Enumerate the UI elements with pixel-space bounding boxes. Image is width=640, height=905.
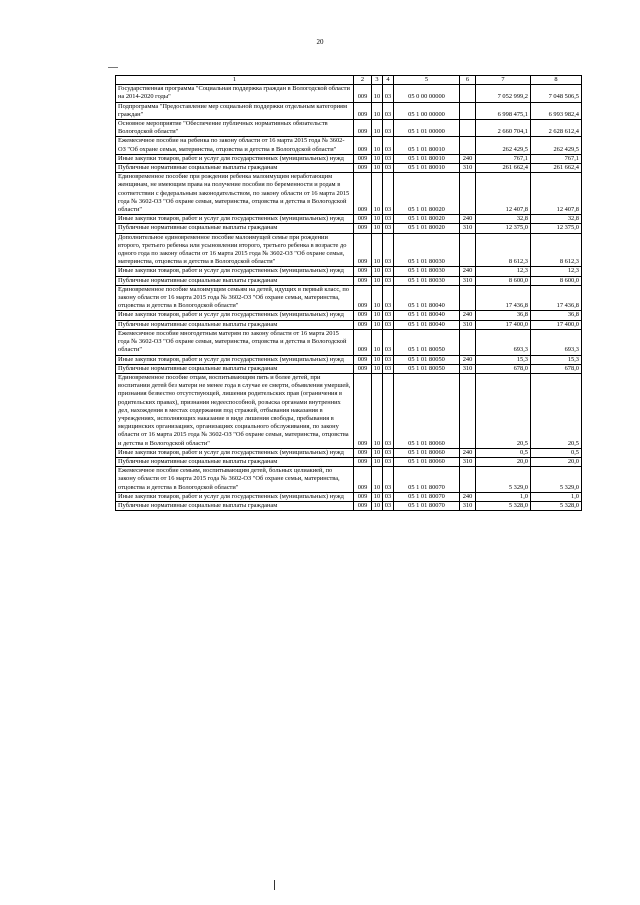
row-admin-code-cell: 009 — [354, 285, 372, 311]
row-amount-2020-cell: 1,0 — [531, 492, 582, 501]
table-row — [116, 285, 582, 311]
row-admin-code-cell: 009 — [354, 102, 372, 119]
row-target-article-cell: 05 1 01 80030 — [394, 267, 460, 276]
row-name-cell: Единовременное пособие малоимущим семьям на детей, идущих в первый класс, по закону области от 16 марта 2015 года № 3602-ОЗ "Об охране семьи, материнства, отцовства и детства в Вологодской области" — [116, 285, 354, 311]
row-section-cell: 10 — [372, 137, 383, 154]
header-col-4: 4 — [383, 76, 394, 85]
row-expense-type-cell: 310 — [460, 276, 476, 285]
row-expense-type-cell: 310 — [460, 457, 476, 466]
row-expense-type-cell: 310 — [460, 364, 476, 373]
row-section-cell: 10 — [372, 364, 383, 373]
row-name-cell: Иные закупки товаров, работ и услуг для государственных (муниципальных) нужд — [116, 492, 354, 501]
row-admin-code-cell: 009 — [354, 137, 372, 154]
row-name-cell: Иные закупки товаров, работ и услуг для государственных (муниципальных) нужд — [116, 448, 354, 457]
table-row — [116, 329, 582, 355]
row-section-cell: 10 — [372, 355, 383, 364]
scan-mark — [274, 880, 275, 890]
row-section-cell: 10 — [372, 173, 383, 215]
row-name-cell: Государственная программа "Социальная поддержка граждан в Вологодской области на 2014-2020 годы" — [116, 85, 354, 102]
row-section-cell: 10 — [372, 276, 383, 285]
table-row — [116, 492, 582, 501]
row-admin-code-cell: 009 — [354, 233, 372, 267]
row-admin-code-cell: 009 — [354, 173, 372, 215]
row-admin-code-cell: 009 — [354, 154, 372, 163]
row-amount-2019-cell: 17 436,8 — [476, 285, 531, 311]
row-amount-2019-cell: 1,0 — [476, 492, 531, 501]
row-amount-2020-cell: 0,5 — [531, 448, 582, 457]
table-row — [116, 364, 582, 373]
row-target-article-cell: 05 1 01 80010 — [394, 137, 460, 154]
row-amount-2019-cell: 7 052 999,2 — [476, 85, 531, 102]
row-subsection-cell: 03 — [383, 215, 394, 224]
row-name-cell: Публичные нормативные социальные выплаты гражданам — [116, 320, 354, 329]
row-subsection-cell: 03 — [383, 154, 394, 163]
row-name-cell: Публичные нормативные социальные выплаты гражданам — [116, 457, 354, 466]
row-amount-2020-cell: 36,8 — [531, 311, 582, 320]
row-target-article-cell: 05 1 01 80010 — [394, 154, 460, 163]
row-target-article-cell: 05 1 01 80070 — [394, 501, 460, 510]
table-row — [116, 215, 582, 224]
row-expense-type-cell: 240 — [460, 215, 476, 224]
row-name-cell: Ежемесячное пособие семьям, воспитывающим детей, больных целиакией, по закону области от 16 марта 2015 года № 3602-ОЗ "Об охране семьи, материнства, отцовства и детства в Вологодской области" — [116, 467, 354, 493]
row-amount-2019-cell: 17 400,0 — [476, 320, 531, 329]
table-row — [116, 85, 582, 102]
header-col-3: 3 — [372, 76, 383, 85]
row-target-article-cell: 05 1 01 80050 — [394, 355, 460, 364]
row-name-cell: Публичные нормативные социальные выплаты гражданам — [116, 364, 354, 373]
row-expense-type-cell — [460, 137, 476, 154]
row-section-cell: 10 — [372, 267, 383, 276]
row-amount-2019-cell: 15,3 — [476, 355, 531, 364]
row-subsection-cell: 03 — [383, 373, 394, 448]
row-section-cell: 10 — [372, 224, 383, 233]
table-row — [116, 320, 582, 329]
row-expense-type-cell: 240 — [460, 267, 476, 276]
row-amount-2019-cell: 36,8 — [476, 311, 531, 320]
row-expense-type-cell: 310 — [460, 501, 476, 510]
row-amount-2019-cell: 6 998 475,1 — [476, 102, 531, 119]
row-subsection-cell: 03 — [383, 501, 394, 510]
row-subsection-cell: 03 — [383, 276, 394, 285]
row-admin-code-cell: 009 — [354, 373, 372, 448]
row-name-cell: Публичные нормативные социальные выплаты гражданам — [116, 501, 354, 510]
row-target-article-cell: 05 1 01 80020 — [394, 173, 460, 215]
row-amount-2020-cell: 5 329,0 — [531, 467, 582, 493]
row-target-article-cell: 05 1 01 80030 — [394, 276, 460, 285]
row-subsection-cell: 03 — [383, 311, 394, 320]
row-amount-2019-cell: 0,5 — [476, 448, 531, 457]
row-expense-type-cell — [460, 102, 476, 119]
row-subsection-cell: 03 — [383, 329, 394, 355]
row-amount-2019-cell: 12,3 — [476, 267, 531, 276]
row-name-cell: Иные закупки товаров, работ и услуг для государственных (муниципальных) нужд — [116, 267, 354, 276]
row-target-article-cell: 05 1 01 80060 — [394, 457, 460, 466]
row-amount-2020-cell: 261 662,4 — [531, 164, 582, 173]
row-subsection-cell: 03 — [383, 224, 394, 233]
row-expense-type-cell: 310 — [460, 320, 476, 329]
row-target-article-cell: 05 1 01 00000 — [394, 120, 460, 137]
row-amount-2019-cell: 693,3 — [476, 329, 531, 355]
table-row — [116, 467, 582, 493]
row-name-cell: Единовременное пособие при рождении ребенка малоимущим неработающим женщинам, не имеющим права на получение пособия по беременности и родам в соответствии с федеральным законодательством, по закону области от 16 марта 2015 года № 3602-ОЗ "Об охране семьи, материнства, отцовства и детства в Вологодской области" — [116, 173, 354, 215]
table-row — [116, 137, 582, 154]
row-section-cell: 10 — [372, 492, 383, 501]
table-header-row — [116, 76, 582, 85]
row-admin-code-cell: 009 — [354, 355, 372, 364]
row-amount-2019-cell: 767,1 — [476, 154, 531, 163]
row-amount-2019-cell: 12 375,0 — [476, 224, 531, 233]
header-col-1: 1 — [116, 76, 354, 85]
row-target-article-cell: 05 1 01 80040 — [394, 311, 460, 320]
row-name-cell: Публичные нормативные социальные выплаты гражданам — [116, 224, 354, 233]
row-name-cell: Публичные нормативные социальные выплаты гражданам — [116, 276, 354, 285]
row-amount-2019-cell: 2 660 704,1 — [476, 120, 531, 137]
row-section-cell: 10 — [372, 215, 383, 224]
row-target-article-cell: 05 1 01 80040 — [394, 285, 460, 311]
row-target-article-cell: 05 1 01 80060 — [394, 448, 460, 457]
row-amount-2020-cell: 12,3 — [531, 267, 582, 276]
row-amount-2019-cell: 20,0 — [476, 457, 531, 466]
table-row — [116, 102, 582, 119]
row-name-cell: Ежемесячное пособие многодетным матерям по закону области от 16 марта 2015 года № 3602-ОЗ "Об охране семьи, материнства, отцовства и детства в Вологодской области" — [116, 329, 354, 355]
table-row — [116, 173, 582, 215]
row-section-cell: 10 — [372, 120, 383, 137]
row-admin-code-cell: 009 — [354, 467, 372, 493]
row-amount-2020-cell: 17 436,8 — [531, 285, 582, 311]
row-amount-2020-cell: 7 048 506,5 — [531, 85, 582, 102]
row-expense-type-cell — [460, 85, 476, 102]
row-target-article-cell: 05 1 01 80050 — [394, 364, 460, 373]
table-row — [116, 120, 582, 137]
header-col-6: 6 — [460, 76, 476, 85]
row-amount-2019-cell: 678,0 — [476, 364, 531, 373]
row-name-cell: Единовременное пособие отцам, воспитывающим пять и более детей, при воспитании детей без матери не менее года в случае ее смерти, объявления умершей, признания безвестно отсутствующей, лишения родительских прав (ограничения в родительских правах), признания недееспособной, розыска органами внутренних дел, нахождения в местах содержания под стражей, отбывания наказания в учреждениях, исполняющих наказание в виде лишения свободы, пребывания в медицинских организациях, организациях социального обслуживания, по закону области от 16 марта 2015 года № 3602-ОЗ "Об охране семьи, материнства, отцовства и детства в Вологодской области" — [116, 373, 354, 448]
row-subsection-cell: 03 — [383, 85, 394, 102]
row-subsection-cell: 03 — [383, 102, 394, 119]
row-section-cell: 10 — [372, 85, 383, 102]
row-section-cell: 10 — [372, 329, 383, 355]
header-col-2: 2 — [354, 76, 372, 85]
row-target-article-cell: 05 1 01 80050 — [394, 329, 460, 355]
table-row — [116, 267, 582, 276]
row-amount-2020-cell: 20,5 — [531, 373, 582, 448]
row-admin-code-cell: 009 — [354, 267, 372, 276]
row-expense-type-cell — [460, 285, 476, 311]
row-name-cell: Подпрограмма "Предоставление мер социальной поддержки отдельным категориям граждан" — [116, 102, 354, 119]
row-subsection-cell: 03 — [383, 164, 394, 173]
row-name-cell: Иные закупки товаров, работ и услуг для государственных (муниципальных) нужд — [116, 355, 354, 364]
row-target-article-cell: 05 1 01 80030 — [394, 233, 460, 267]
row-amount-2019-cell: 32,8 — [476, 215, 531, 224]
row-amount-2020-cell: 678,0 — [531, 364, 582, 373]
row-amount-2020-cell: 767,1 — [531, 154, 582, 163]
row-name-cell: Публичные нормативные социальные выплаты гражданам — [116, 164, 354, 173]
row-subsection-cell: 03 — [383, 320, 394, 329]
table-row — [116, 448, 582, 457]
row-amount-2020-cell: 15,3 — [531, 355, 582, 364]
header-col-8: 8 — [531, 76, 582, 85]
row-amount-2019-cell: 5 328,0 — [476, 501, 531, 510]
row-section-cell: 10 — [372, 373, 383, 448]
row-admin-code-cell: 009 — [354, 276, 372, 285]
row-amount-2019-cell: 261 662,4 — [476, 164, 531, 173]
row-expense-type-cell: 240 — [460, 154, 476, 163]
row-subsection-cell: 03 — [383, 467, 394, 493]
row-subsection-cell: 03 — [383, 285, 394, 311]
row-admin-code-cell: 009 — [354, 457, 372, 466]
row-admin-code-cell: 009 — [354, 364, 372, 373]
row-section-cell: 10 — [372, 233, 383, 267]
row-admin-code-cell: 009 — [354, 85, 372, 102]
budget-table — [115, 75, 582, 511]
table-row — [116, 233, 582, 267]
table-row — [116, 164, 582, 173]
row-target-article-cell: 05 1 01 80010 — [394, 164, 460, 173]
table-row — [116, 501, 582, 510]
row-amount-2020-cell: 6 993 982,4 — [531, 102, 582, 119]
row-admin-code-cell: 009 — [354, 329, 372, 355]
row-section-cell: 10 — [372, 467, 383, 493]
table-row — [116, 457, 582, 466]
row-admin-code-cell: 009 — [354, 501, 372, 510]
row-section-cell: 10 — [372, 164, 383, 173]
row-subsection-cell: 03 — [383, 492, 394, 501]
row-amount-2020-cell: 17 400,0 — [531, 320, 582, 329]
row-expense-type-cell: 240 — [460, 492, 476, 501]
row-target-article-cell: 05 1 01 80070 — [394, 467, 460, 493]
row-expense-type-cell — [460, 329, 476, 355]
row-subsection-cell: 03 — [383, 364, 394, 373]
row-subsection-cell: 03 — [383, 137, 394, 154]
row-subsection-cell: 03 — [383, 120, 394, 137]
row-section-cell: 10 — [372, 320, 383, 329]
margin-mark — [108, 67, 118, 68]
row-amount-2020-cell: 12 375,0 — [531, 224, 582, 233]
row-amount-2019-cell: 20,5 — [476, 373, 531, 448]
row-section-cell: 10 — [372, 448, 383, 457]
row-admin-code-cell: 009 — [354, 120, 372, 137]
row-admin-code-cell: 009 — [354, 311, 372, 320]
row-name-cell: Иные закупки товаров, работ и услуг для государственных (муниципальных) нужд — [116, 154, 354, 163]
row-name-cell: Основное мероприятие "Обеспечение публичных нормативных обязательств Вологодской области" — [116, 120, 354, 137]
table-row — [116, 373, 582, 448]
row-subsection-cell: 03 — [383, 173, 394, 215]
row-admin-code-cell: 009 — [354, 448, 372, 457]
row-name-cell: Дополнительное единовременное пособие малоимущей семье при рождении второго, третьего ребенка или усыновлении второго, третьего ребенка в возрасте до одного года по закону области от 16 марта 2015 года № 3602-ОЗ "Об охране семьи, материнства, отцовства и детства в Вологодской области" — [116, 233, 354, 267]
row-target-article-cell: 05 1 01 80070 — [394, 492, 460, 501]
row-expense-type-cell — [460, 173, 476, 215]
row-amount-2019-cell: 262 429,5 — [476, 137, 531, 154]
table-row — [116, 355, 582, 364]
row-section-cell: 10 — [372, 154, 383, 163]
row-section-cell: 10 — [372, 457, 383, 466]
row-amount-2020-cell: 32,8 — [531, 215, 582, 224]
row-section-cell: 10 — [372, 285, 383, 311]
row-amount-2020-cell: 8 600,0 — [531, 276, 582, 285]
row-subsection-cell: 03 — [383, 457, 394, 466]
row-name-cell: Иные закупки товаров, работ и услуг для государственных (муниципальных) нужд — [116, 215, 354, 224]
row-subsection-cell: 03 — [383, 233, 394, 267]
row-target-article-cell: 05 1 01 80020 — [394, 215, 460, 224]
row-amount-2020-cell: 8 612,3 — [531, 233, 582, 267]
row-section-cell: 10 — [372, 102, 383, 119]
row-expense-type-cell: 310 — [460, 224, 476, 233]
row-target-article-cell: 05 1 01 80060 — [394, 373, 460, 448]
row-target-article-cell: 05 1 01 80020 — [394, 224, 460, 233]
row-section-cell: 10 — [372, 501, 383, 510]
row-target-article-cell: 05 1 00 00000 — [394, 102, 460, 119]
row-admin-code-cell: 009 — [354, 164, 372, 173]
row-amount-2020-cell: 693,3 — [531, 329, 582, 355]
row-amount-2020-cell: 262 429,5 — [531, 137, 582, 154]
row-expense-type-cell — [460, 233, 476, 267]
row-expense-type-cell — [460, 373, 476, 448]
table-row — [116, 224, 582, 233]
row-target-article-cell: 05 0 00 00000 — [394, 85, 460, 102]
table-row — [116, 276, 582, 285]
row-amount-2019-cell: 12 407,8 — [476, 173, 531, 215]
row-amount-2019-cell: 5 329,0 — [476, 467, 531, 493]
row-admin-code-cell: 009 — [354, 215, 372, 224]
header-col-7: 7 — [476, 76, 531, 85]
table-row — [116, 154, 582, 163]
row-admin-code-cell: 009 — [354, 492, 372, 501]
row-expense-type-cell: 240 — [460, 355, 476, 364]
table-body — [116, 85, 582, 511]
row-expense-type-cell: 240 — [460, 448, 476, 457]
row-admin-code-cell: 009 — [354, 224, 372, 233]
page-number: 20 — [316, 38, 324, 46]
row-amount-2020-cell: 5 328,0 — [531, 501, 582, 510]
row-amount-2020-cell: 2 628 612,4 — [531, 120, 582, 137]
header-col-5: 5 — [394, 76, 460, 85]
row-admin-code-cell: 009 — [354, 320, 372, 329]
row-amount-2020-cell: 20,0 — [531, 457, 582, 466]
row-name-cell: Ежемесячное пособие на ребенка по закону области от 16 марта 2015 года № 3602-ОЗ "Об охране семьи, материнства, отцовства и детства в Вологодской области" — [116, 137, 354, 154]
row-expense-type-cell: 240 — [460, 311, 476, 320]
row-expense-type-cell — [460, 467, 476, 493]
row-amount-2019-cell: 8 600,0 — [476, 276, 531, 285]
row-amount-2020-cell: 12 407,8 — [531, 173, 582, 215]
row-subsection-cell: 03 — [383, 355, 394, 364]
row-amount-2019-cell: 8 612,3 — [476, 233, 531, 267]
row-expense-type-cell — [460, 120, 476, 137]
row-subsection-cell: 03 — [383, 448, 394, 457]
row-subsection-cell: 03 — [383, 267, 394, 276]
table-row — [116, 311, 582, 320]
row-name-cell: Иные закупки товаров, работ и услуг для государственных (муниципальных) нужд — [116, 311, 354, 320]
row-expense-type-cell: 310 — [460, 164, 476, 173]
row-section-cell: 10 — [372, 311, 383, 320]
row-target-article-cell: 05 1 01 80040 — [394, 320, 460, 329]
